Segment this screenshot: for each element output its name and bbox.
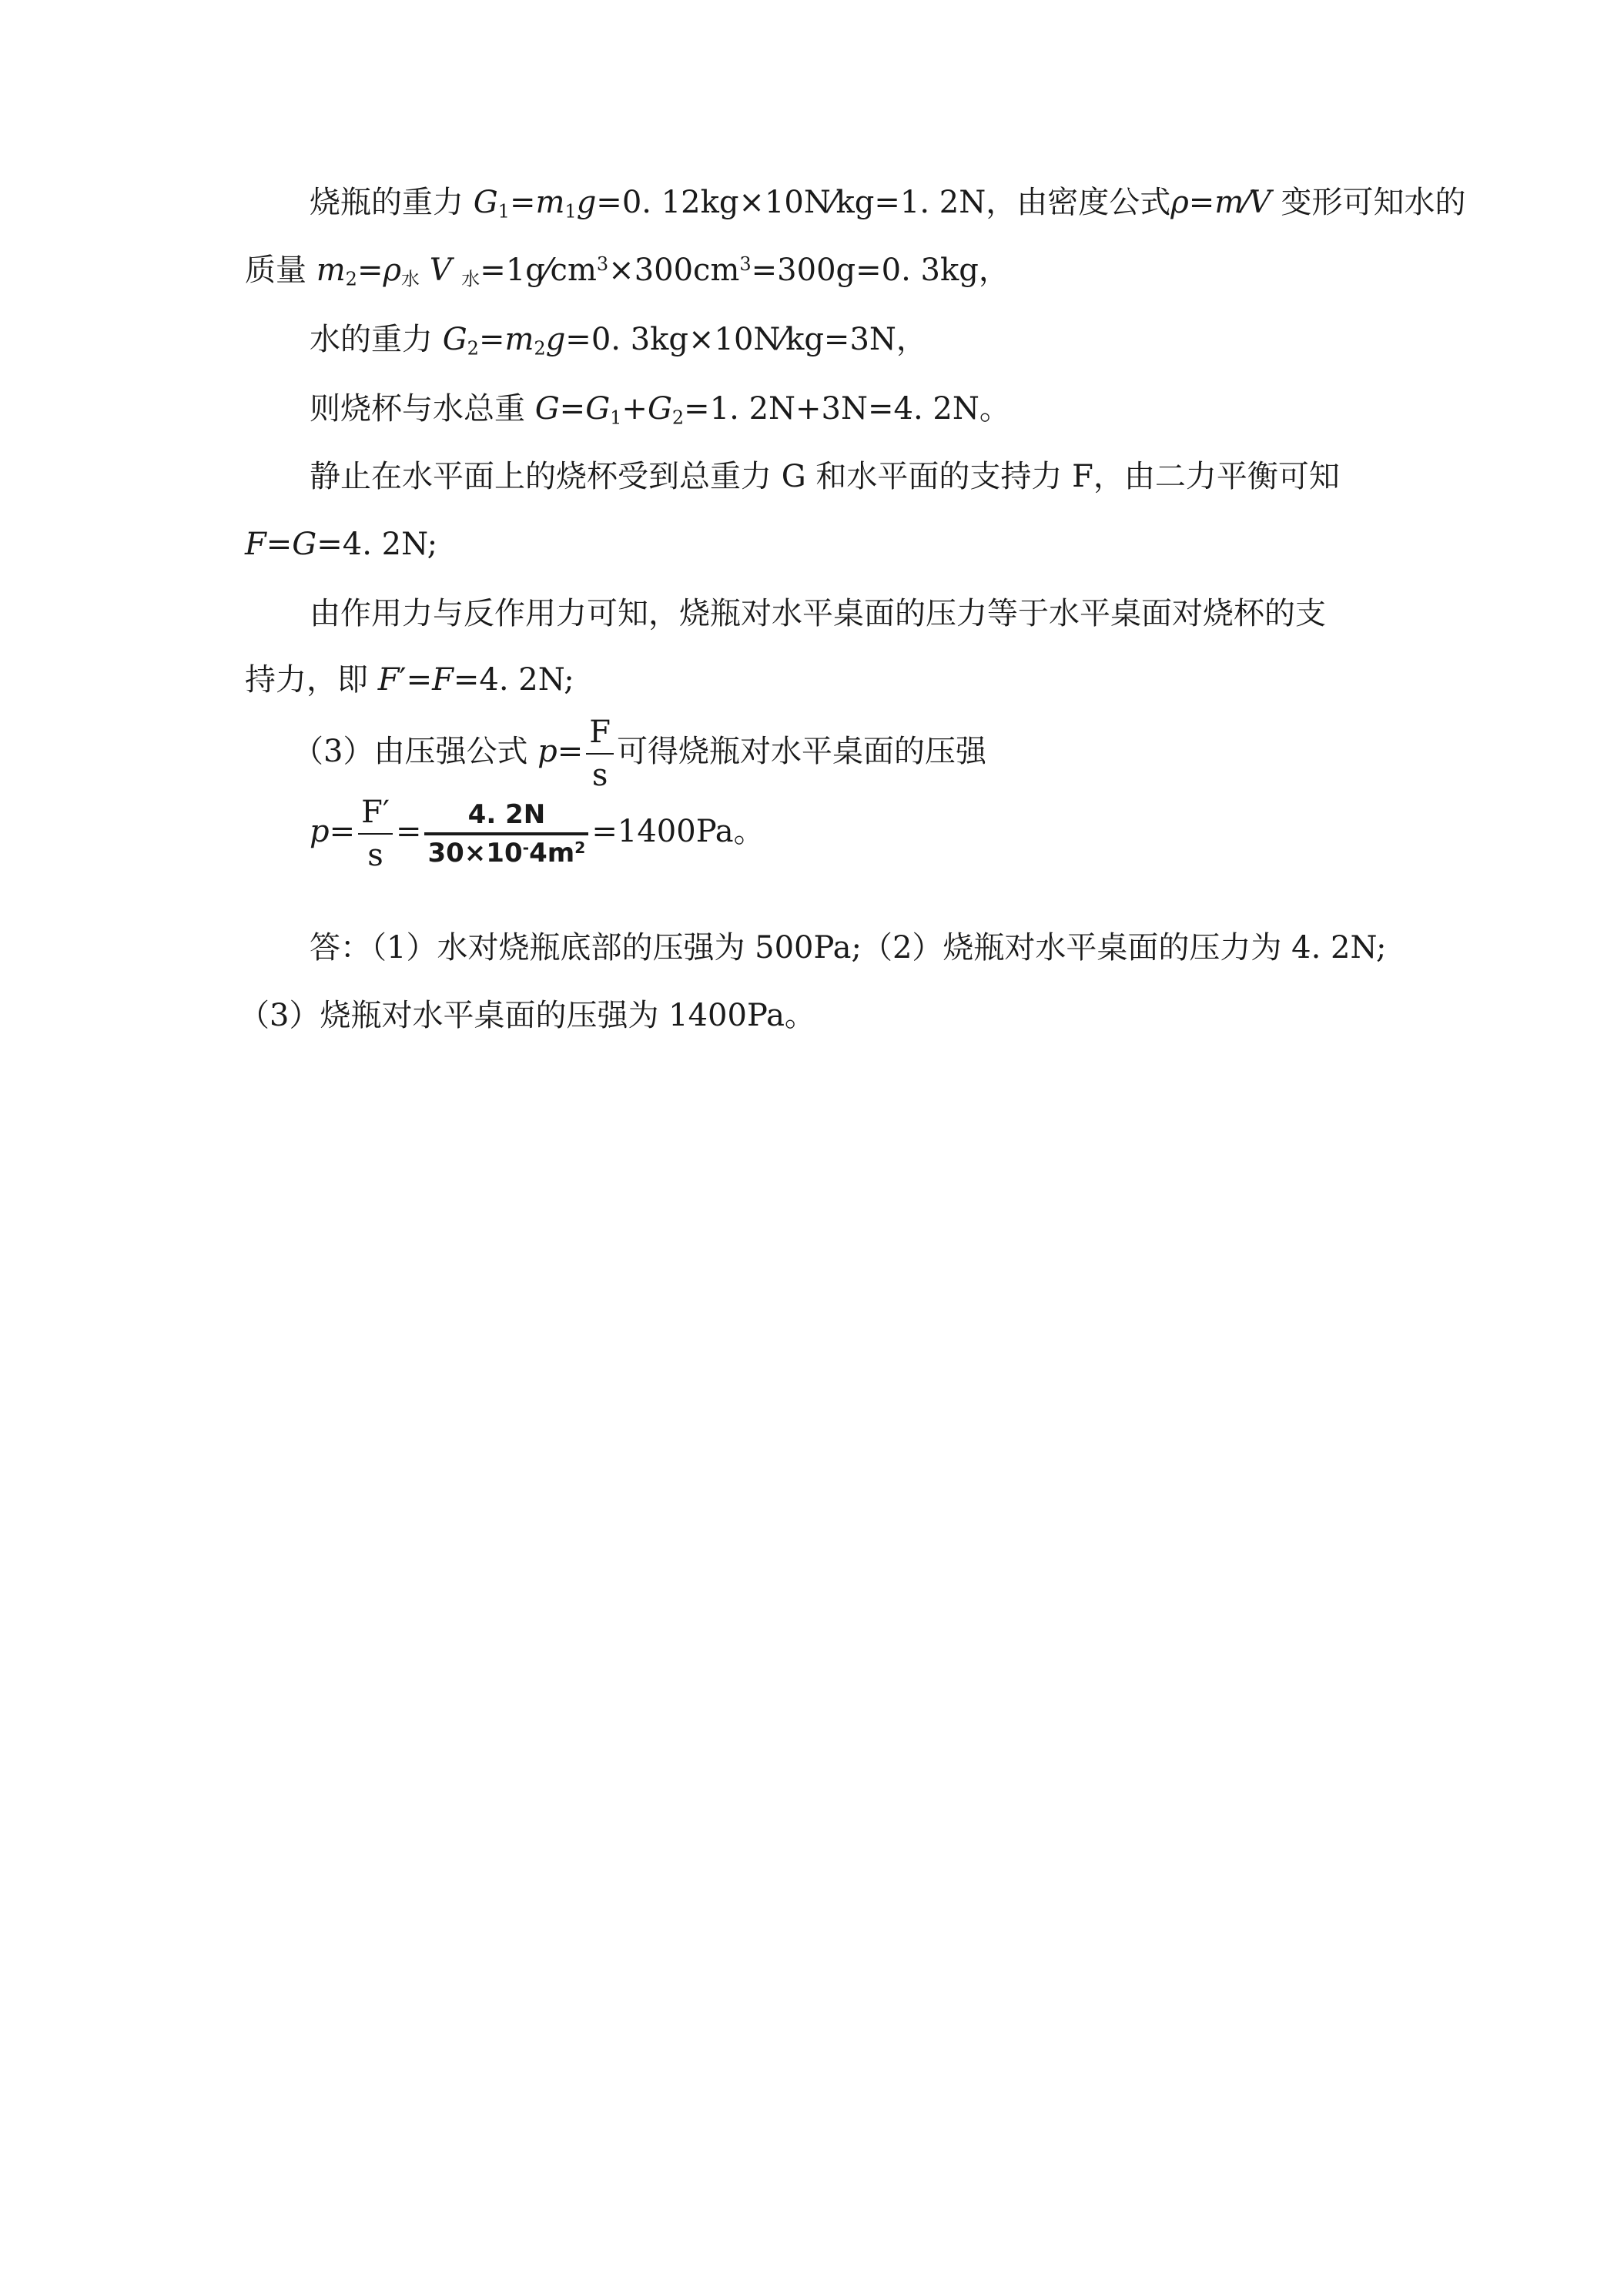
pressure-fraction-symbolic: $\frac{F'}{s}$ [358,793,393,875]
reaction-force-line: 由作用力与反作用力可知，烧瓶对水平桌面的压力等于水平桌面对烧杯的支 [310,596,1326,631]
pressure-formula-line: （3）由压强公式 p= $\frac{F}{s}$ 可得烧瓶对水平桌面的压强 [293,715,987,793]
pressure-formula-fraction: $\frac{F}{s}$ [586,713,614,795]
force-balance-line: 静止在水平面上的烧杯受到总重力 G 和水平面的支持力 F，由二力平衡可知 [310,459,1340,494]
answer-line-2: （3）烧瓶对水平桌面的压强为 1400Pa。 [239,998,815,1033]
mass-of-water-line: 质量 $m_2=\rho_水$ V $_水=1g⁄cm^3\times 300cm^3=300g=0$. 3kg， [245,253,1010,290]
force-equals-weight-line: F=G=4. 2N; [245,527,438,562]
total-weight-line: 则烧杯与水总重 $G=G_1+G_2=1$. 2N+3N=4. 2N。 [310,391,1010,429]
weight-of-water-line: 水的重力 $G_2=m_2g=0$. 3kg×10N⁄kg=3N， [310,322,927,360]
answer-line-1: 答：（1）水对烧瓶底部的压强为 500Pa;（2）烧瓶对水平桌面的压力为 4. 2N; [310,930,1387,966]
pressure-fraction-numeric: $\frac{4. 2N}{30\times 10^-4m^2}$ [424,798,588,870]
pressure-force-line: 持力，即 F′=F=4. 2N; [245,662,574,698]
weight-of-flask-line: 烧瓶的重力 $G_1=m_1g=0$. 12kg×10N⁄kg=1. 2N，由密度公式ρ=m⁄V 变形可知水的 [310,185,1466,223]
pressure-calculation-line: p= $\frac{F'}{s}$ = $\frac{4. 2N}{30\times 10^-4m^2}$ =1400Pa。 [310,795,765,873]
